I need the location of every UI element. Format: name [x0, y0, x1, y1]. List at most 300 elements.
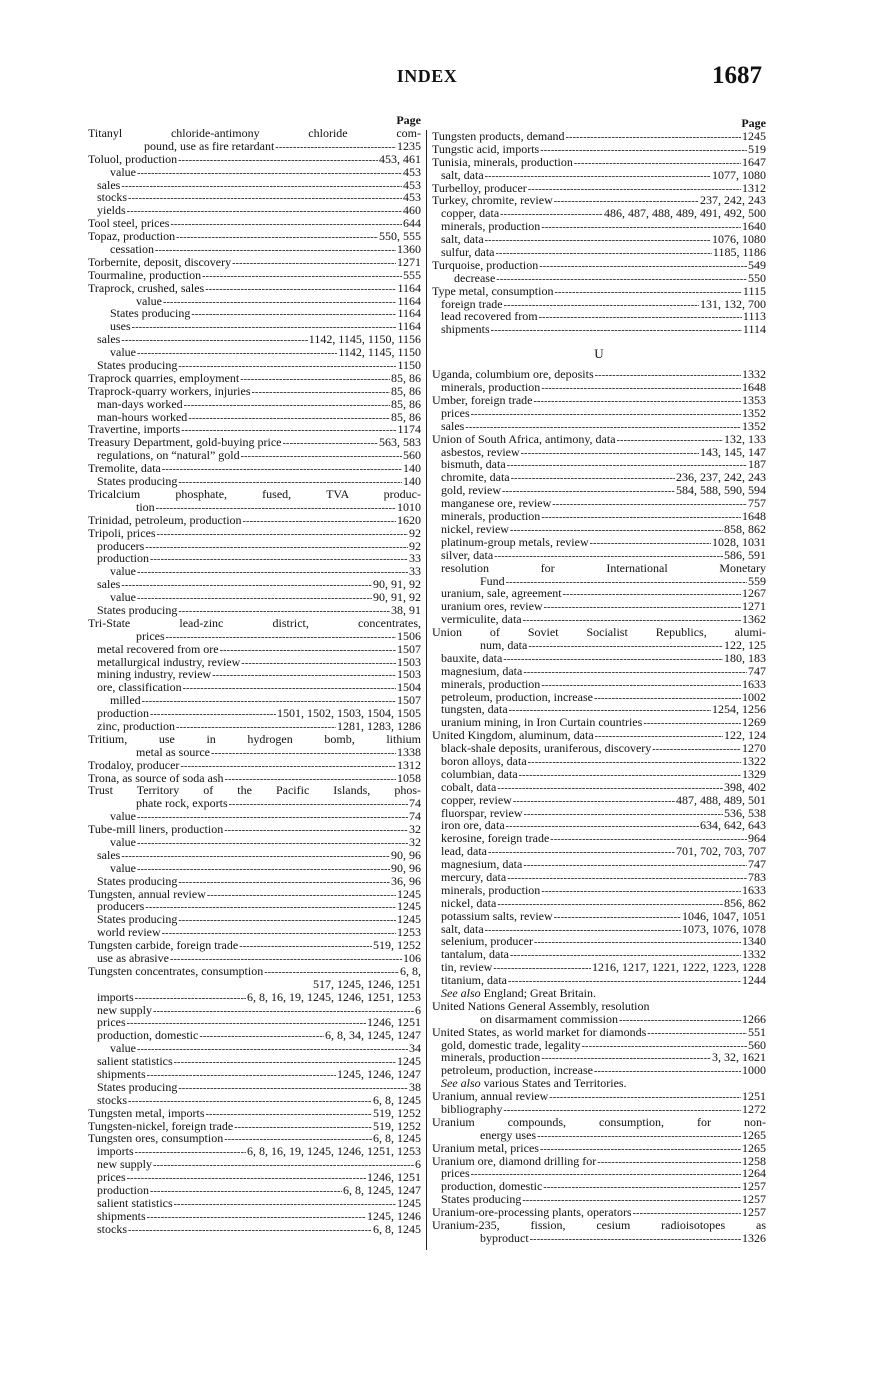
entry-term: minerals, production — [441, 676, 541, 691]
entry-term: sales — [97, 332, 121, 347]
entry-term: on disarmament commission — [480, 1011, 618, 1026]
index-entry — [88, 823, 421, 836]
entry-term: sales — [441, 418, 465, 433]
entry-term: titanium, data — [441, 973, 507, 988]
entry-page-refs: 555 — [403, 267, 421, 282]
entry-term: magnesium, data — [441, 663, 523, 678]
index-entry — [432, 1026, 766, 1039]
entry-term: nickel, review — [441, 521, 509, 536]
entry-page-refs: 453, 461 — [379, 151, 421, 166]
entry-term: Tungsten, annual review — [88, 886, 206, 901]
entry-page-refs: 1270 — [742, 741, 766, 756]
index-entry-list-right-u — [432, 368, 766, 1245]
index-entry — [88, 527, 421, 540]
index-entry — [432, 169, 766, 182]
index-entry — [432, 794, 766, 807]
entry-term: United Kingdom, aluminum, data — [432, 728, 594, 743]
entry-term: salt, data — [441, 921, 484, 936]
entry-page-refs: 1150 — [397, 358, 421, 373]
entry-term: ore, classification — [97, 680, 182, 695]
entry-term: salt, data — [441, 167, 484, 182]
entry-term: sales — [97, 177, 121, 192]
entry-term: stocks — [97, 1092, 127, 1107]
entry-page-refs: 1633 — [742, 882, 766, 897]
index-entry-list-right-t — [432, 130, 766, 336]
entry-term: bauxite, data — [441, 650, 503, 665]
entry-page-refs: 140 — [403, 461, 421, 476]
index-entry — [88, 952, 421, 965]
entry-page-refs: 38 — [409, 1079, 421, 1094]
entry-page-refs: 783 — [748, 869, 766, 884]
index-entry — [88, 720, 421, 733]
entry-page-refs: 559 — [748, 573, 766, 588]
entry-page-refs: 1507 — [397, 693, 421, 708]
entry-term: Tungsten carbide, foreign trade — [88, 938, 239, 953]
entry-page-refs: 1640 — [742, 219, 766, 234]
entry-term: regulations, on “natural” gold — [97, 448, 240, 463]
entry-page-refs: 1271 — [742, 599, 766, 614]
index-entry — [432, 768, 766, 781]
entry-term: uranium, sale, agreement — [441, 586, 562, 601]
entry-term: bibliography — [441, 1102, 503, 1117]
entry-term: Tungsten products, demand — [432, 129, 565, 143]
entry-page-refs: 34 — [409, 1041, 421, 1056]
entry-page-refs: 1264 — [742, 1166, 766, 1181]
entry-page-refs: 1281, 1283, 1286 — [337, 718, 421, 733]
entry-term: Toluol, production — [88, 151, 178, 166]
index-entry — [432, 130, 766, 143]
entry-page-refs: 90, 91, 92 — [373, 590, 421, 605]
index-entry — [88, 307, 421, 320]
entry-term: salient statistics — [97, 1195, 173, 1210]
entry-page-refs: 563, 583 — [379, 435, 421, 450]
entry-term: boron alloys, data — [441, 753, 527, 768]
entry-page-refs: 487, 488, 489, 501 — [676, 792, 766, 807]
entry-term: uranium mining, in Iron Curtain countries — [441, 715, 643, 730]
index-entry — [88, 862, 421, 875]
index-entry — [88, 243, 421, 256]
index-entry — [432, 433, 766, 446]
entry-term: States producing — [97, 474, 178, 489]
entry-page-refs: 33 — [409, 564, 421, 579]
entry-page-refs: 1077, 1080 — [712, 167, 766, 182]
entry-page-refs: 560 — [748, 1037, 766, 1052]
entry-term: prices — [441, 405, 470, 420]
index-entry — [432, 665, 766, 678]
entry-term: decrease — [454, 270, 496, 285]
entry-term: sulfur, data — [441, 245, 495, 260]
entry-term: platinum-group metals, review — [441, 534, 589, 549]
entry-term: bismuth, data — [441, 457, 506, 472]
page-column-label: Page — [741, 116, 766, 130]
index-entry — [88, 359, 421, 372]
entry-term: minerals, production — [441, 509, 541, 524]
entry-term: minerals, production — [441, 882, 541, 897]
entry-page-refs: 74 — [409, 796, 421, 811]
entry-term: black-shale deposits, uraniferous, discovery — [441, 741, 652, 756]
entry-page-refs: 747 — [748, 857, 766, 872]
entry-term: copper, review — [441, 792, 512, 807]
entry-page-refs: 1251 — [742, 1089, 766, 1104]
entry-page-refs: 85, 86 — [391, 409, 421, 424]
entry-page-refs: 1322 — [742, 753, 766, 768]
entry-page-refs: 1164 — [397, 280, 421, 295]
entry-term: kerosine, foreign trade — [441, 831, 550, 846]
entry-page-refs: 1269 — [742, 715, 766, 730]
index-entry — [88, 797, 421, 810]
index-entry — [432, 652, 766, 665]
index-entry — [88, 1107, 421, 1120]
entry-term: production, domestic — [441, 1179, 543, 1194]
entry-term: Tunisia, minerals, production — [432, 154, 573, 169]
entry-term: energy uses — [480, 1127, 537, 1142]
index-entry — [88, 179, 421, 192]
entry-page-refs: 1164 — [397, 306, 421, 321]
entry-term: shipments — [97, 1067, 146, 1082]
entry-term: metallurgical industry, review — [97, 654, 241, 669]
index-entry — [432, 394, 766, 407]
entry-term: stocks — [97, 1221, 127, 1236]
entry-page-refs: 519 — [748, 141, 766, 156]
entry-page-refs: 180, 183 — [724, 650, 766, 665]
entry-term: Uganda, columbium ore, deposits — [432, 367, 594, 382]
entry-term: yields — [97, 203, 126, 218]
index-entry — [432, 549, 766, 562]
index-entry: United Nations General Assembly, resolution — [432, 998, 650, 1013]
entry-term: uses — [110, 319, 131, 334]
entry-page-refs: 1002 — [742, 689, 766, 704]
entry-page-refs: 1028, 1031 — [712, 534, 766, 549]
entry-page-refs: 757 — [748, 496, 766, 511]
entry-page-refs: 33 — [409, 551, 421, 566]
index-entry — [88, 398, 421, 411]
entry-term: new supply — [97, 1002, 152, 1017]
entry-term: Traprock quarries, employment — [88, 370, 240, 385]
entry-page-refs: 1253 — [397, 925, 421, 940]
index-entry — [432, 407, 766, 420]
entry-page-refs: 486, 487, 488, 489, 491, 492, 500 — [604, 206, 766, 221]
entry-page-refs: 550, 555 — [379, 229, 421, 244]
index-entry — [88, 875, 421, 888]
entry-term: manganese ore, review — [441, 496, 552, 511]
see-also-target: England; Great Britain. — [483, 986, 596, 1000]
index-entry — [432, 639, 766, 652]
index-entry — [432, 871, 766, 884]
entry-page-refs: 536, 538 — [724, 805, 766, 820]
entry-page-refs: 1235 — [397, 138, 421, 153]
entry-term: petroleum, production, increase — [441, 689, 593, 704]
entry-page-refs: 856, 862 — [724, 895, 766, 910]
index-entry — [88, 1197, 421, 1210]
entry-page-refs: 453 — [403, 177, 421, 192]
entry-term: Topaz, production — [88, 229, 176, 244]
index-entry — [432, 156, 766, 169]
entry-page-refs: 1507 — [397, 641, 421, 656]
entry-page-refs: 90, 96 — [391, 860, 421, 875]
entry-term: prices — [97, 1015, 126, 1030]
entry-term: Trinidad, petroleum, production — [88, 512, 242, 527]
entry-page-refs: 85, 86 — [391, 370, 421, 385]
index-entry — [432, 884, 766, 897]
entry-page-refs: 519, 1252 — [373, 938, 421, 953]
entry-page-refs: 6, 8, 1245 — [373, 1221, 421, 1236]
entry-page-refs: 1312 — [742, 180, 766, 195]
index-entry: resolution for International Monetary — [441, 560, 766, 575]
entry-term: byproduct — [480, 1230, 529, 1245]
entry-term: world review — [97, 925, 161, 940]
entry-page-refs: 1258 — [742, 1153, 766, 1168]
entry-term: cobalt, data — [441, 779, 497, 794]
page-column-label: Page — [396, 113, 421, 127]
entry-page-refs: 1073, 1076, 1078 — [682, 921, 766, 936]
section-letter-heading: U — [594, 346, 604, 362]
index-entry — [432, 910, 766, 923]
entry-term: Uranium metal, prices — [432, 1140, 539, 1155]
entry-term: States producing — [110, 306, 191, 321]
entry-term: man-hours worked — [97, 409, 188, 424]
entry-term: Tungstic acid, imports — [432, 141, 540, 156]
index-entry — [432, 420, 766, 433]
entry-term: milled — [110, 693, 141, 708]
entry-page-refs: 6, 8, 16, 19, 1245, 1246, 1251, 1253 — [247, 1144, 421, 1159]
index-entry — [432, 285, 766, 298]
entry-page-refs: 1332 — [742, 367, 766, 382]
entry-term: Torbernite, deposit, discovery — [88, 254, 232, 269]
entry-page-refs: 1244 — [742, 973, 766, 988]
index-entry-list-left — [88, 127, 421, 1236]
index-entry — [88, 282, 421, 295]
entry-page-refs: 1257 — [742, 1205, 766, 1220]
index-entry — [432, 1155, 766, 1168]
index-entry — [88, 578, 421, 591]
entry-page-refs: 1620 — [397, 512, 421, 527]
entry-term: Umber, foreign trade — [432, 393, 533, 408]
entry-page-refs: 85, 86 — [391, 396, 421, 411]
entry-term: Traprock-quarry workers, injuries — [88, 383, 251, 398]
entry-page-refs: 106 — [403, 951, 421, 965]
index-entry — [432, 1129, 766, 1142]
index-column-left — [88, 113, 421, 1236]
index-entry — [88, 1223, 421, 1236]
entry-page-refs: 1245 — [397, 1195, 421, 1210]
index-entry — [432, 143, 766, 156]
entry-page-refs: 453 — [403, 164, 421, 179]
entry-term: minerals, production — [441, 219, 541, 234]
entry-page-refs: 1164 — [397, 319, 421, 334]
entry-page-refs: 6, 8, 1245 — [373, 1092, 421, 1107]
entry-page-refs: 1352 — [742, 418, 766, 433]
entry-page-refs: 140 — [403, 474, 421, 489]
index-entry: Tritium, use in hydrogen bomb, lithium — [88, 731, 421, 746]
entry-page-refs: 122, 125 — [724, 637, 766, 652]
entry-page-refs: 6, 8, 16, 19, 1245, 1246, 1251, 1253 — [247, 989, 421, 1004]
entry-page-refs: 1246, 1251 — [367, 1015, 421, 1030]
entry-term: pound, use as fire retardant — [144, 138, 275, 153]
entry-term: States producing — [97, 358, 178, 373]
entry-term: Turquoise, production — [432, 257, 539, 272]
entry-term: Tungsten metal, imports — [88, 1105, 205, 1120]
entry-term: mining industry, review — [97, 667, 212, 682]
index-entry — [432, 1013, 766, 1026]
entry-page-refs: 237, 242, 243 — [700, 193, 766, 208]
entry-term: tin, review — [441, 960, 493, 975]
entry-page-refs: 1312 — [397, 757, 421, 772]
dot-leader — [491, 323, 742, 338]
entry-page-refs: 85, 86 — [391, 383, 421, 398]
entry-term: Trona, as source of soda ash — [88, 770, 224, 785]
entry-page-refs: 1058 — [397, 770, 421, 785]
entry-term: prices — [97, 1170, 126, 1185]
entry-term: value — [110, 164, 136, 179]
entry-page-refs: 1360 — [397, 242, 421, 257]
entry-page-refs: 1332 — [742, 947, 766, 962]
entry-term: lead recovered from — [441, 309, 538, 324]
index-entry — [88, 501, 421, 514]
index-entry — [88, 849, 421, 862]
entry-term: salt, data — [441, 232, 484, 247]
index-entry — [432, 523, 766, 536]
entry-term: value — [136, 293, 162, 308]
index-entry: Union of Soviet Socialist Republics, alumi- — [432, 625, 766, 640]
entry-page-refs: 1265 — [742, 1140, 766, 1155]
entry-term: Tourmaline, production — [88, 267, 202, 282]
entry-page-refs: 460 — [403, 203, 421, 218]
index-entry — [88, 153, 421, 166]
entry-term: value — [110, 809, 136, 824]
entry-term: lead, data — [441, 844, 487, 859]
entry-term: foreign trade — [441, 296, 503, 311]
entry-page-refs: 38, 91 — [391, 602, 421, 617]
entry-term: chromite, data — [441, 470, 510, 485]
entry-term: Tripoli, prices — [88, 525, 156, 540]
entry-page-refs: 1501, 1502, 1503, 1504, 1505 — [277, 706, 421, 721]
index-entry — [432, 272, 766, 285]
index-entry — [432, 536, 766, 549]
entry-term: phate rock, exports — [136, 796, 228, 811]
index-entry — [432, 897, 766, 910]
entry-page-refs: 1633 — [742, 676, 766, 691]
entry-term: new supply — [97, 1157, 152, 1172]
entry-page-refs: 586, 591 — [724, 547, 766, 562]
entry-term: value — [110, 860, 136, 875]
index-entry: Tricalcium phosphate, fused, TVA produc- — [88, 486, 421, 501]
entry-term: Trodaloy, producer — [88, 757, 180, 772]
entry-page-refs: 453 — [403, 190, 421, 205]
index-entry — [88, 140, 421, 153]
entry-page-refs: 1265 — [742, 1127, 766, 1142]
entry-page-refs: 1267 — [742, 586, 766, 601]
entry-page-refs: 1352 — [742, 405, 766, 420]
entry-page-refs: 1503 — [397, 654, 421, 669]
entry-term: Tungsten concentrates, consumption — [88, 963, 264, 978]
index-entry — [432, 323, 766, 336]
entry-page-refs: 1340 — [742, 934, 766, 949]
entry-page-refs: 1000 — [742, 1063, 766, 1078]
index-entry — [88, 191, 421, 204]
entry-term: value — [110, 564, 136, 579]
entry-page-refs: 549 — [748, 257, 766, 272]
index-entry — [432, 678, 766, 691]
entry-page-refs: 1245 — [397, 1054, 421, 1069]
entry-page-refs: 1257 — [742, 1179, 766, 1194]
index-entry — [88, 1184, 421, 1197]
entry-page-refs: 90, 91, 92 — [373, 577, 421, 592]
index-entry — [88, 565, 421, 578]
index-entry — [88, 1081, 421, 1094]
entry-term: States producing — [97, 873, 178, 888]
index-entry — [88, 604, 421, 617]
see-also-label: See also — [441, 1076, 481, 1091]
entry-page-refs: 747 — [748, 663, 766, 678]
entry-term: prices — [136, 628, 165, 643]
see-also-label: See also — [441, 986, 481, 1000]
entry-term: magnesium, data — [441, 857, 523, 872]
index-entry: Uranium compounds, consumption, for non- — [432, 1114, 766, 1129]
entry-term: States producing — [97, 602, 178, 617]
index-entry — [88, 552, 421, 565]
entry-page-refs: 1362 — [742, 612, 766, 627]
entry-term: stocks — [97, 190, 127, 205]
entry-page-refs: 560 — [403, 448, 421, 463]
index-entry — [88, 630, 421, 643]
index-entry: Trust Territory of the Pacific Islands, phos- — [88, 783, 421, 798]
entry-term: prices — [441, 1166, 470, 1181]
entry-page-refs: 644 — [403, 216, 421, 231]
entry-term: minerals, production — [441, 1050, 541, 1065]
entry-term: cessation — [110, 242, 154, 257]
entry-page-refs: 519, 1252 — [373, 1118, 421, 1133]
entry-term: Type metal, consumption — [432, 283, 554, 298]
index-entry — [88, 166, 421, 179]
index-entry — [88, 746, 421, 759]
entry-term: States producing — [441, 1192, 522, 1207]
index-entry — [432, 510, 766, 523]
entry-page-refs: 1216, 1217, 1221, 1222, 1223, 1228 — [592, 960, 766, 975]
see-also-target: various States and Territories. — [483, 1076, 627, 1091]
running-head-title: INDEX — [396, 66, 458, 86]
entry-page-refs: 1338 — [397, 744, 421, 759]
entry-term: minerals, production — [441, 380, 541, 395]
entry-term: production — [97, 551, 149, 566]
entry-term: value — [110, 345, 136, 360]
entry-term: uranium ores, review — [441, 599, 543, 614]
entry-page-refs: 1245, 1246 — [367, 1208, 421, 1223]
entry-term: producers — [97, 538, 145, 553]
entry-page-refs: 3, 32, 1621 — [712, 1050, 766, 1065]
entry-page-refs: 6, 8, 1245 — [373, 1131, 421, 1146]
entry-term: mercury, data — [441, 869, 507, 884]
entry-page-refs: 90, 96 — [391, 847, 421, 862]
entry-term: Tube-mill liners, production — [88, 822, 224, 837]
entry-page-refs: 701, 702, 703, 707 — [676, 844, 766, 859]
index-entry — [432, 755, 766, 768]
page-number: 1687 — [712, 62, 762, 89]
entry-term: silver, data — [441, 547, 494, 562]
index-entry — [88, 759, 421, 772]
entry-page-refs: 1245 — [397, 912, 421, 927]
entry-term: sales — [97, 847, 121, 862]
entry-term: asbestos, review — [441, 444, 520, 459]
entry-page-refs: 132, 133 — [724, 431, 766, 446]
entry-page-refs: 858, 862 — [724, 521, 766, 536]
entry-term: metal recovered from ore — [97, 641, 219, 656]
entry-page-refs: 36, 96 — [391, 873, 421, 888]
entry-term: Union of South Africa, antimony, data — [432, 431, 616, 446]
entry-page-refs: 1046, 1047, 1051 — [682, 908, 766, 923]
entry-term: man-days worked — [97, 396, 183, 411]
entry-page-refs: 1271 — [397, 254, 421, 269]
entry-page-refs: 6 — [415, 1002, 421, 1017]
